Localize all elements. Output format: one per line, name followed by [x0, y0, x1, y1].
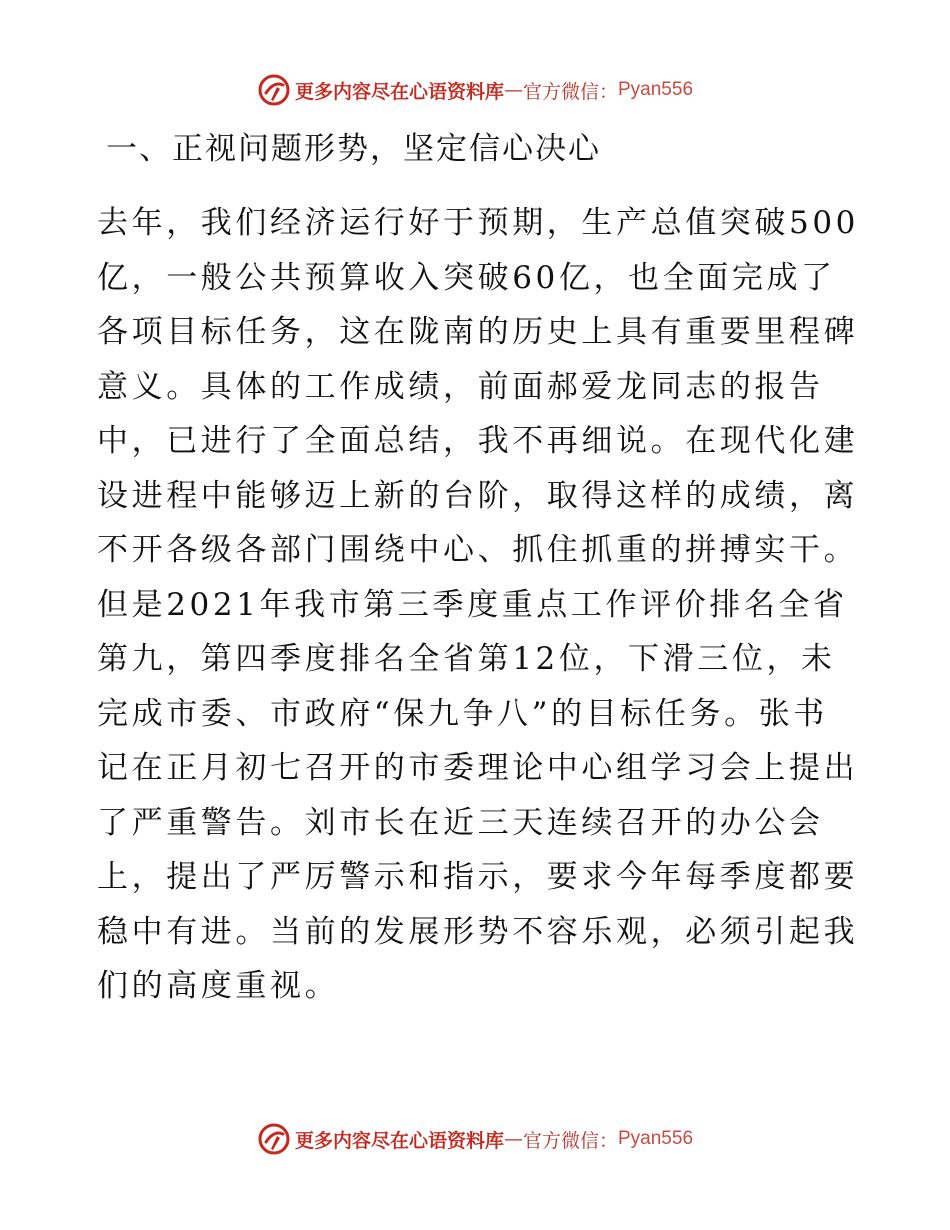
watermark-label: 官方微信： — [522, 80, 618, 103]
text-line: 去年，我们经济运行好于预期，生产总值突破500 — [97, 205, 859, 241]
watermark-label: 官方微信： — [522, 1129, 618, 1152]
footer-watermark — [0, 1119, 950, 1159]
swirl-pen-logo-icon — [257, 73, 291, 107]
watermark-wechat-id: Pyan556 — [618, 79, 694, 100]
text-line: 亿，一般公共预算收入突破60亿，也全面完成了 — [97, 259, 836, 296]
text-line: 但是2021年我市第三季度重点工作评价排名全省 — [97, 586, 848, 623]
text-line: 了严重警告。刘市长在近三天连续召开的办公会 — [97, 804, 824, 841]
text-line: 意义。具体的工作成绩，前面郝爱龙同志的报告 — [97, 368, 824, 405]
text-line: 们的高度重视。 — [97, 968, 340, 1004]
text-line: 完成市委、市政府“保九争八”的目标任务。张书 — [97, 695, 828, 732]
watermark-dash: — — [503, 79, 523, 101]
header-watermark — [0, 70, 950, 110]
watermark-brand: 更多内容尽在心语资料库 — [294, 80, 504, 103]
swirl-pen-logo-icon — [257, 1122, 291, 1156]
watermark-brand: 更多内容尽在心语资料库 — [294, 1129, 504, 1152]
text-line: 稳中有进。当前的发展形势不容乐观，必须引起我 — [97, 913, 859, 950]
text-line: 不开各级各部门围绕中心、抓住抓重的拼搏实干。 — [97, 532, 859, 568]
text-line: 设进程中能够迈上新的台阶，取得这样的成绩，离 — [97, 477, 859, 514]
text-line: 上，提出了严厉警示和指示，要求今年每季度都要 — [97, 859, 859, 895]
body-paragraph — [97, 198, 857, 1016]
text-line: 各项目标任务，这在陇南的历史上具有重要里程碑 — [97, 314, 859, 350]
text-line: 第九，第四季度排名全省第12位，下滑三位，未 — [97, 641, 836, 677]
text-line: 记在正月初七召开的市委理论中心组学习会上提出 — [97, 750, 859, 786]
watermark-dash: — — [503, 1128, 523, 1150]
section-heading: 一、正视问题形势，坚定信心决心 — [106, 131, 601, 167]
text-line: 中，已进行了全面总结，我不再细说。在现代化建 — [97, 423, 859, 459]
watermark-wechat-id: Pyan556 — [618, 1128, 694, 1149]
